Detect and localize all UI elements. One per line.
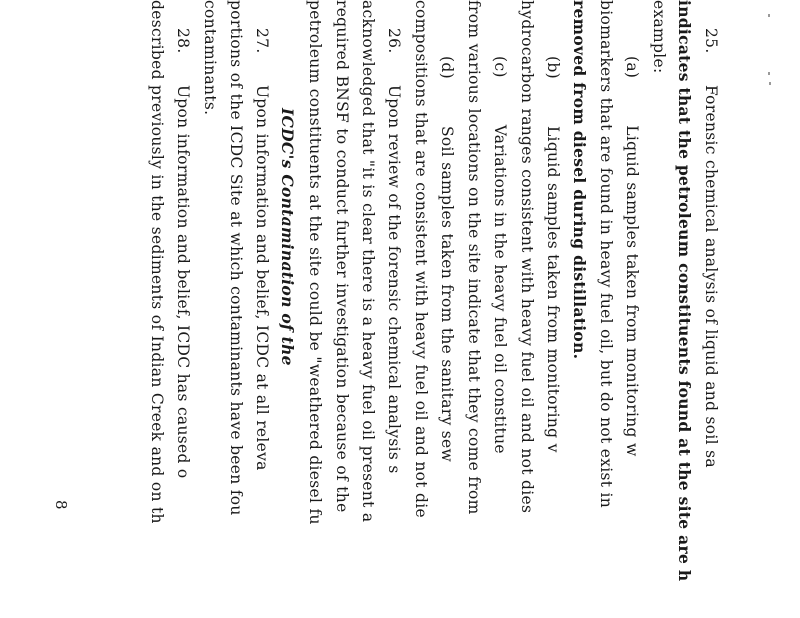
paragraph-27-line-2: portions of the ICDC Site at which contaminants have been fou — [227, 0, 245, 516]
paragraph-26-line-2: acknowledged that "it is clear there is a heavy fuel oil present a — [359, 0, 377, 523]
line-text: Upon information and belief, ICDC at all releva — [253, 84, 271, 471]
paragraph-28-line-1 — [174, 28, 192, 479]
paragraph-number: 28. — [174, 28, 192, 54]
item-label: (b) — [544, 56, 562, 79]
section-heading: ICDC's Contamination of the — [278, 108, 297, 366]
line-text: Upon information and belief, ICDC has caused o — [174, 84, 192, 479]
paragraph-number: 26. — [385, 28, 403, 54]
item-a-line-1 — [623, 56, 641, 457]
line-text: Forensic chemical analysis of liquid and soil sa — [702, 84, 720, 468]
paragraph-26-line-4: petroleum constituents at the site could be "weathered diesel fu — [306, 0, 324, 525]
item-b-line-2: hydrocarbon ranges consistent with heavy fuel oil and not dies — [518, 0, 536, 514]
item-b-line-1 — [544, 56, 562, 453]
paragraph-28-line-2: described previously in the sediments of Indian Creek and on th — [148, 0, 166, 524]
item-label: (d) — [438, 56, 456, 79]
line-text: Liquid samples taken from monitoring w — [623, 125, 641, 457]
item-a-line-3: removed from diesel during distillation. — [570, 0, 589, 360]
scan-speck — [768, 72, 770, 75]
paragraph-27-line-1 — [253, 28, 271, 471]
item-d-line-1 — [438, 56, 456, 462]
line-text: Soil samples taken from the sanitary sew — [438, 125, 456, 463]
line-text: Liquid samples taken from monitoring v — [544, 125, 562, 453]
item-a-line-2: biomarkers that are found in heavy fuel oil, but do not exist in — [597, 0, 615, 509]
page-number: 8 — [52, 500, 70, 510]
paragraph-number: 25. — [702, 28, 720, 54]
item-c-line-2: from various locations on the site indicate that they come from — [465, 0, 483, 515]
paragraph-27-line-3: contaminants. — [201, 0, 219, 116]
paragraph-26-line-1 — [385, 28, 403, 474]
item-c-line-1 — [491, 56, 509, 454]
paragraph-number: 27. — [253, 28, 271, 54]
item-label: (c) — [491, 56, 509, 78]
paragraph-25-line-2: indicates that the petroleum constituents found at the site are h — [675, 0, 694, 582]
paragraph-26-line-3: required BNSF to conduct further investigation because of the — [333, 0, 351, 513]
item-d-line-2: compositions that are consistent with heavy fuel oil and not die — [412, 0, 430, 518]
paragraph-25-line-1 — [702, 28, 720, 468]
paragraph-25-line-3: example: — [650, 0, 668, 74]
line-text: Variations in the heavy fuel oil constitue — [491, 124, 509, 454]
scan-speck — [768, 14, 770, 17]
scan-speck — [769, 82, 771, 85]
line-text: Upon review of the forensic chemical analysis s — [385, 84, 403, 474]
item-label: (a) — [623, 56, 641, 79]
